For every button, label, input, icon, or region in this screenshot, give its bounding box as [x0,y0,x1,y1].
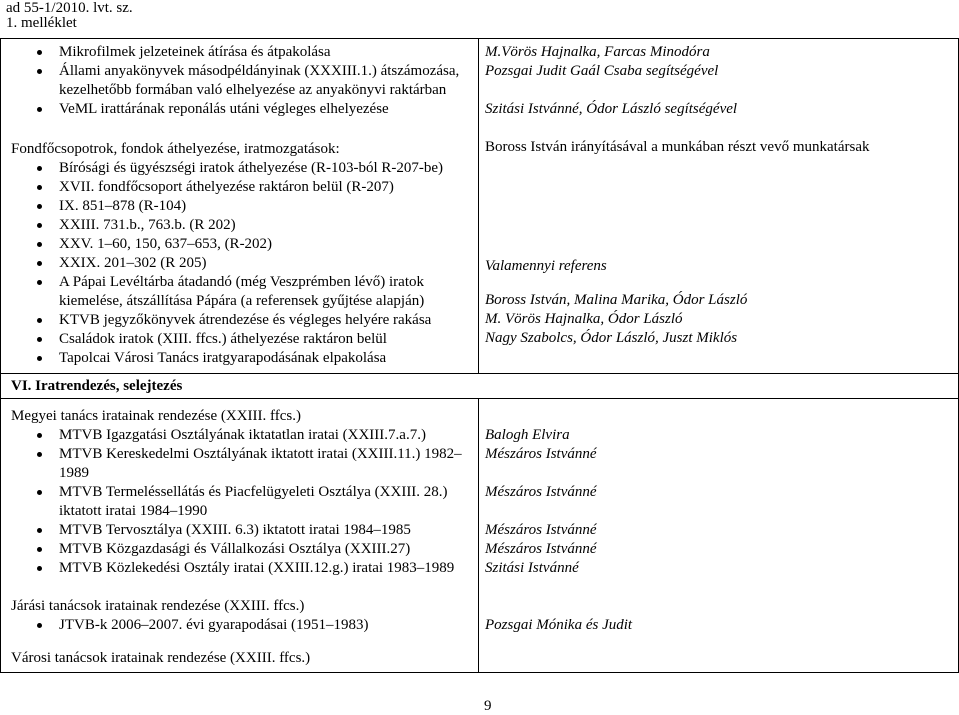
responsible-name: Pozsgai Judit Gaál Csaba segítségével [485,63,719,79]
responsible-all: Valamennyi referens [485,258,607,274]
task-list [11,43,468,119]
list-item: KTVB jegyzőkönyvek átrendezése és végleges helyére rakása [11,311,468,330]
list-item: MTVB Igazgatási Osztályának iktatatlan iratai (XXIII.7.a.7.) [11,426,468,445]
section-title-cell [1,374,959,399]
header-reference: ad 55-1/2010. lvt. sz. [6,0,133,16]
responsible-name: Mészáros Istvánné [485,541,597,557]
tasks-cell [1,399,479,673]
task-list [11,159,468,368]
task-list [11,426,468,578]
list-item: MTVB Közlekedési Osztály iratai (XXIII.12.g.) iratai 1983–1989 [11,559,468,578]
list-item: Mikrofilmek jelzeteinek átírása és átpakolása [11,43,468,62]
responsible-cell [479,399,959,673]
table-row [1,374,959,399]
list-item: JTVB-k 2006–2007. évi gyarapodásai (1951–1983) [11,616,468,635]
list-item: A Pápai Levéltárba átadandó (még Veszprémben lévő) iratok kiemelése, átszállítása Pápára (a referensek gyűjtése alapján) [11,273,468,311]
responsible-name: M.Vörös Hajnalka, Farcas Minodóra [485,44,710,60]
list-item: Családok iratok (XIII. ffcs.) áthelyezése raktáron belül [11,330,468,349]
section-heading: Megyei tanács iratainak rendezése (XXIII. ffcs.) [11,408,301,424]
table-row [1,39,959,374]
responsible-direction: Boross István irányításával a munkában részt vevő munkatársak [485,139,870,155]
list-item: MTVB Termeléssellátás és Piacfelügyeleti Osztálya (XXIII. 28.) iktatott iratai 1984–1990 [11,483,468,521]
responsible-name: M. Vörös Hajnalka, Ódor László [485,311,683,327]
responsible-name: Szitási Istvánné, Ódor László segítségével [485,101,738,117]
tasks-cell [1,39,479,374]
responsible-name: Balogh Elvira [485,427,570,443]
responsible-name: Szitási Istvánné [485,560,579,576]
responsible-name: Pozsgai Mónika és Judit [485,617,633,633]
list-item: XXIX. 201–302 (R 205) [11,254,468,273]
work-plan-table [0,38,959,673]
responsible-cell [479,39,959,374]
section-heading: Fondfőcsopotrok, fondok áthelyezése, iratmozgatások: [11,141,340,157]
responsible-name: Mészáros Istvánné [485,484,597,500]
section-heading: Városi tanácsok iratainak rendezése (XXIII. ffcs.) [11,650,311,666]
list-item: XXV. 1–60, 150, 637–653, (R-202) [11,235,468,254]
header-annex: 1. melléklet [6,15,77,31]
task-list [11,616,468,635]
responsible-name: Nagy Szabolcs, Ódor László, Juszt Miklós [485,330,738,346]
list-item: XXIII. 731.b., 763.b. (R 202) [11,216,468,235]
list-item: VeML irattárának reponálás utáni végleges elhelyezése [11,100,468,119]
list-item: Tapolcai Városi Tanács iratgyarapodásának elpakolása [11,349,468,368]
list-item: MTVB Tervosztálya (XXIII. 6.3) iktatott iratai 1984–1985 [11,521,468,540]
list-item: IX. 851–878 (R-104) [11,197,468,216]
list-item: Bírósági és ügyészségi iratok áthelyezése (R-103-ból R-207-be) [11,159,468,178]
section-heading: Járási tanácsok iratainak rendezése (XXIII. ffcs.) [11,598,305,614]
responsible-name: Boross István, Malina Marika, Ódor László [485,292,748,308]
list-item: XVII. fondfőcsoport áthelyezése raktáron belül (R-207) [11,178,468,197]
responsible-name: Mészáros Istvánné [485,446,597,462]
table-row [1,399,959,673]
section-title: VI. Iratrendezés, selejtezés [11,378,183,394]
list-item: MTVB Kereskedelmi Osztályának iktatott iratai (XXIII.11.) 1982–1989 [11,445,468,483]
list-item: Állami anyakönyvek másodpéldányinak (XXXIII.1.) átszámozása, kezelhetőbb formában való elhelyezése az anyakönyvi raktárban [11,62,468,100]
list-item: MTVB Közgazdasági és Vállalkozási Osztálya (XXIII.27) [11,540,468,559]
page-number: 9 [484,698,492,714]
responsible-name: Mészáros Istvánné [485,522,597,538]
